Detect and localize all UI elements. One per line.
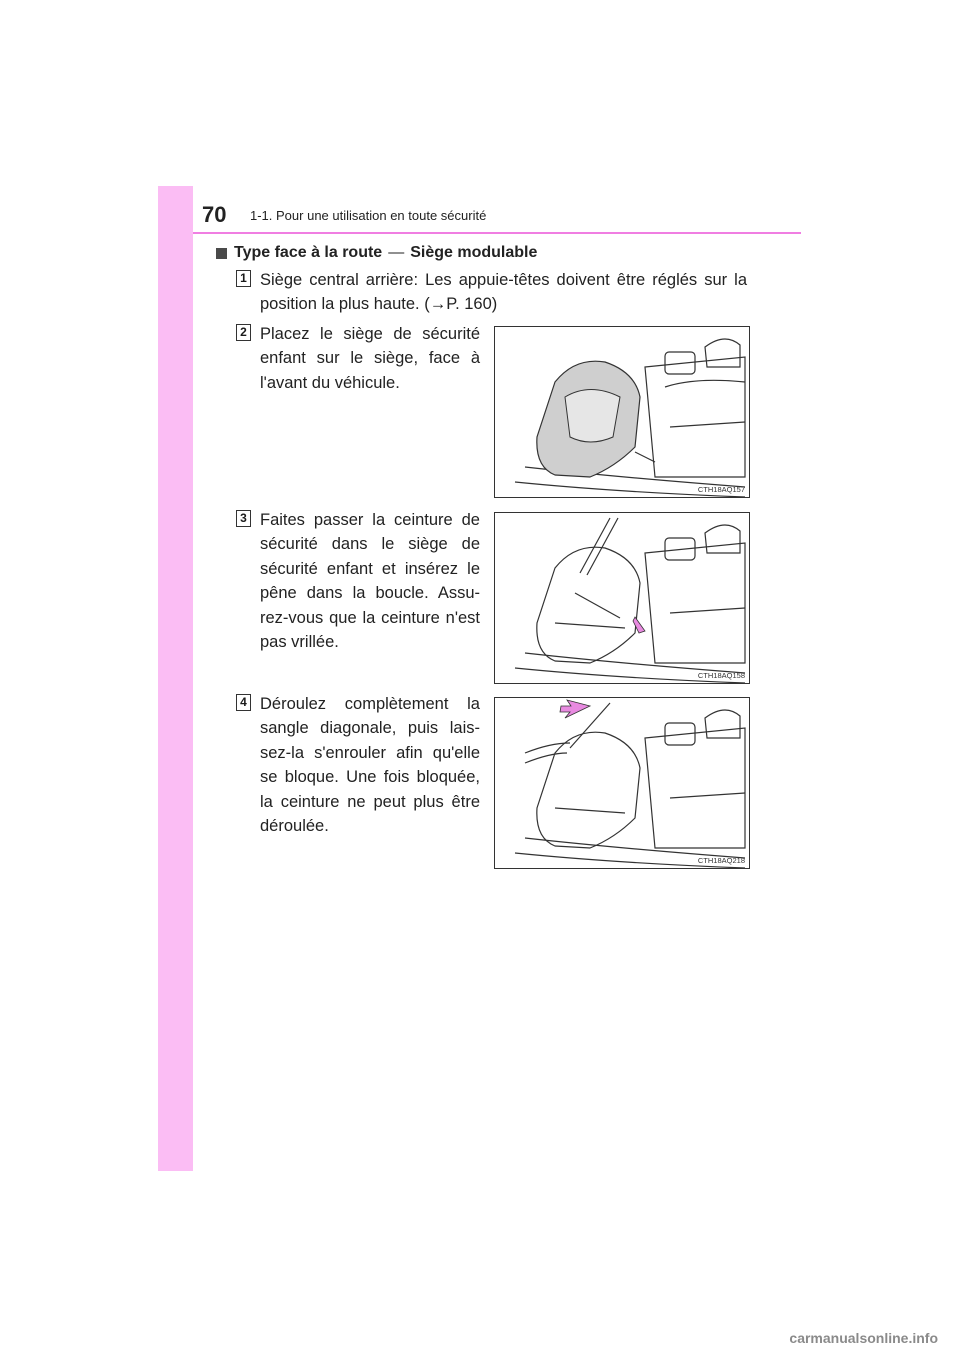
child-seat-belt-illustration xyxy=(495,513,750,684)
child-seat-illustration xyxy=(495,327,750,498)
square-bullet-icon xyxy=(216,248,227,259)
step-4-text: Déroulez complètement la sangle diagonale, puis lais-sez-la s'enrouler afin qu'elle se bloque. Une fois bloquée, la ceinture ne peut plus être déroulée. xyxy=(260,695,480,836)
step-2-text: Placez le siège de sécurité enfant sur le siège, face à l'avant du véhicule. xyxy=(260,325,480,392)
arrow-icon xyxy=(560,700,590,718)
header-rule xyxy=(193,232,801,234)
heading-right: Siège modulable xyxy=(410,244,538,261)
figure-step-2 xyxy=(494,326,750,498)
step-number-4: 4 xyxy=(236,694,251,711)
heading-left: Type face à la route xyxy=(234,244,383,261)
step-number-2: 2 xyxy=(236,324,251,341)
figure-code-2: CTH18AQ157 xyxy=(697,485,745,494)
side-tab-band xyxy=(158,186,193,1171)
figure-step-4 xyxy=(494,697,750,869)
step-3-text: Faites passer la ceinture de sécurité dans le siège de sécurité enfant et insérez le pêne dans la boucle. Assu-rez-vous que la ceinture n'est pas vrillée. xyxy=(260,511,480,652)
page-number: 70 xyxy=(202,202,227,227)
section-title: 1-1. Pour une utilisation en toute sécurité xyxy=(250,208,487,223)
subsection-heading xyxy=(216,244,537,262)
figure-code-4: CTH18AQ218 xyxy=(697,856,745,865)
figure-code-3: CTH18AQ158 xyxy=(697,671,745,680)
watermark: carmanualsonline.info xyxy=(789,1330,938,1346)
figure-step-3 xyxy=(494,512,750,684)
step-number-3: 3 xyxy=(236,510,251,527)
step-1-text: Siège central arrière: Les appuie-têtes doivent être réglés sur la position la plus haute. (→P. 160) xyxy=(260,271,747,314)
step-number-1: 1 xyxy=(236,270,251,287)
diagonal-belt-illustration xyxy=(495,698,750,869)
heading-dash: — xyxy=(388,244,405,261)
